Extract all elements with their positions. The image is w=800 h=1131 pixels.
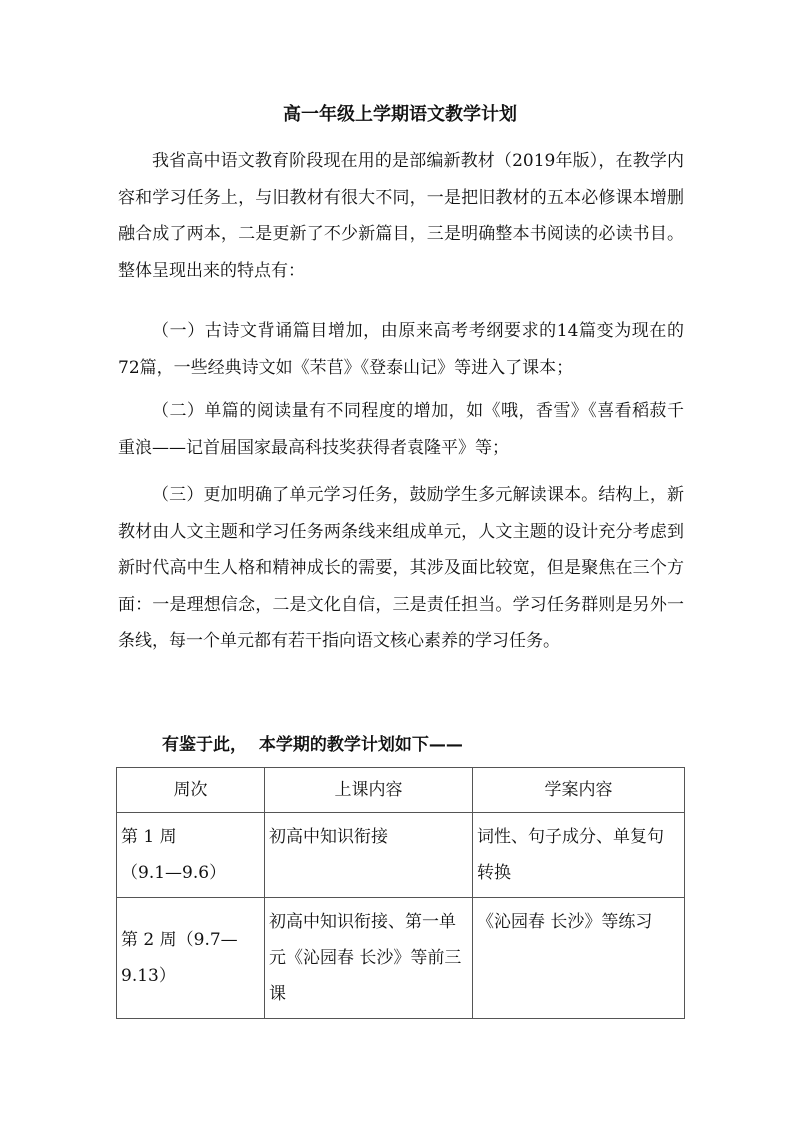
feature-paragraph-2: （二）单篇的阅读量有不同程度的增加，如《哦，香雪》《喜看稻菽千重浪——记首届国家最高科技奖获得者袁隆平》等； (118, 401, 684, 458)
lesson-cell: 初高中知识衔接、第一单元《沁园春 长沙》等前三课 (265, 898, 473, 1019)
intro-paragraph: 我省高中语文教育阶段现在用的是部编新教材（2019年版），在教学内容和学习任务上，与旧教材有很大不同，一是把旧教材的五本必修课本增删融合成了两本，二是更新了不少新篇目，三是明确整本书阅读的必读书目。整体呈现出来的特点有： (118, 151, 684, 281)
header-lesson: 上课内容 (265, 768, 473, 813)
table-row (117, 813, 685, 898)
plan-cell: 《沁园春 长沙》等练习 (473, 898, 685, 1019)
feature-paragraph-1: （一）古诗文背诵篇目增加，由原来高考考纲要求的14篇变为现在的72篇，一些经典诗文如《芣苢》《登泰山记》等进入了课本； (118, 321, 684, 378)
lesson-cell: 初高中知识衔接 (265, 813, 473, 898)
week-cell: 第 1 周 （9.1—9.6） (117, 813, 265, 898)
header-week: 周次 (117, 768, 265, 813)
document-title: 高一年级上学期语文教学计划 (283, 104, 517, 125)
header-plan: 学案内容 (473, 768, 685, 813)
week-cell: 第 2 周（9.7—9.13） (117, 898, 265, 1019)
plan-lead-text: 有鉴于此， 本学期的教学计划如下—— (162, 735, 463, 755)
table-row (117, 898, 685, 1019)
feature-paragraph-3: （三）更加明确了单元学习任务，鼓励学生多元解读课本。结构上，新教材由人文主题和学习任务两条线来组成单元，人文主题的设计充分考虑到新时代高中生人格和精神成长的需要，其涉及面比较宽，但是聚焦在三个方面：一是理想信念，二是文化自信，三是责任担当。学习任务群则是另外一条线，每一个单元都有若干指向语文核心素养的学习任务。 (118, 485, 684, 651)
table-header-row (117, 768, 685, 813)
teaching-plan-table (116, 767, 685, 1019)
plan-cell: 词性、句子成分、单复句转换 (473, 813, 685, 898)
